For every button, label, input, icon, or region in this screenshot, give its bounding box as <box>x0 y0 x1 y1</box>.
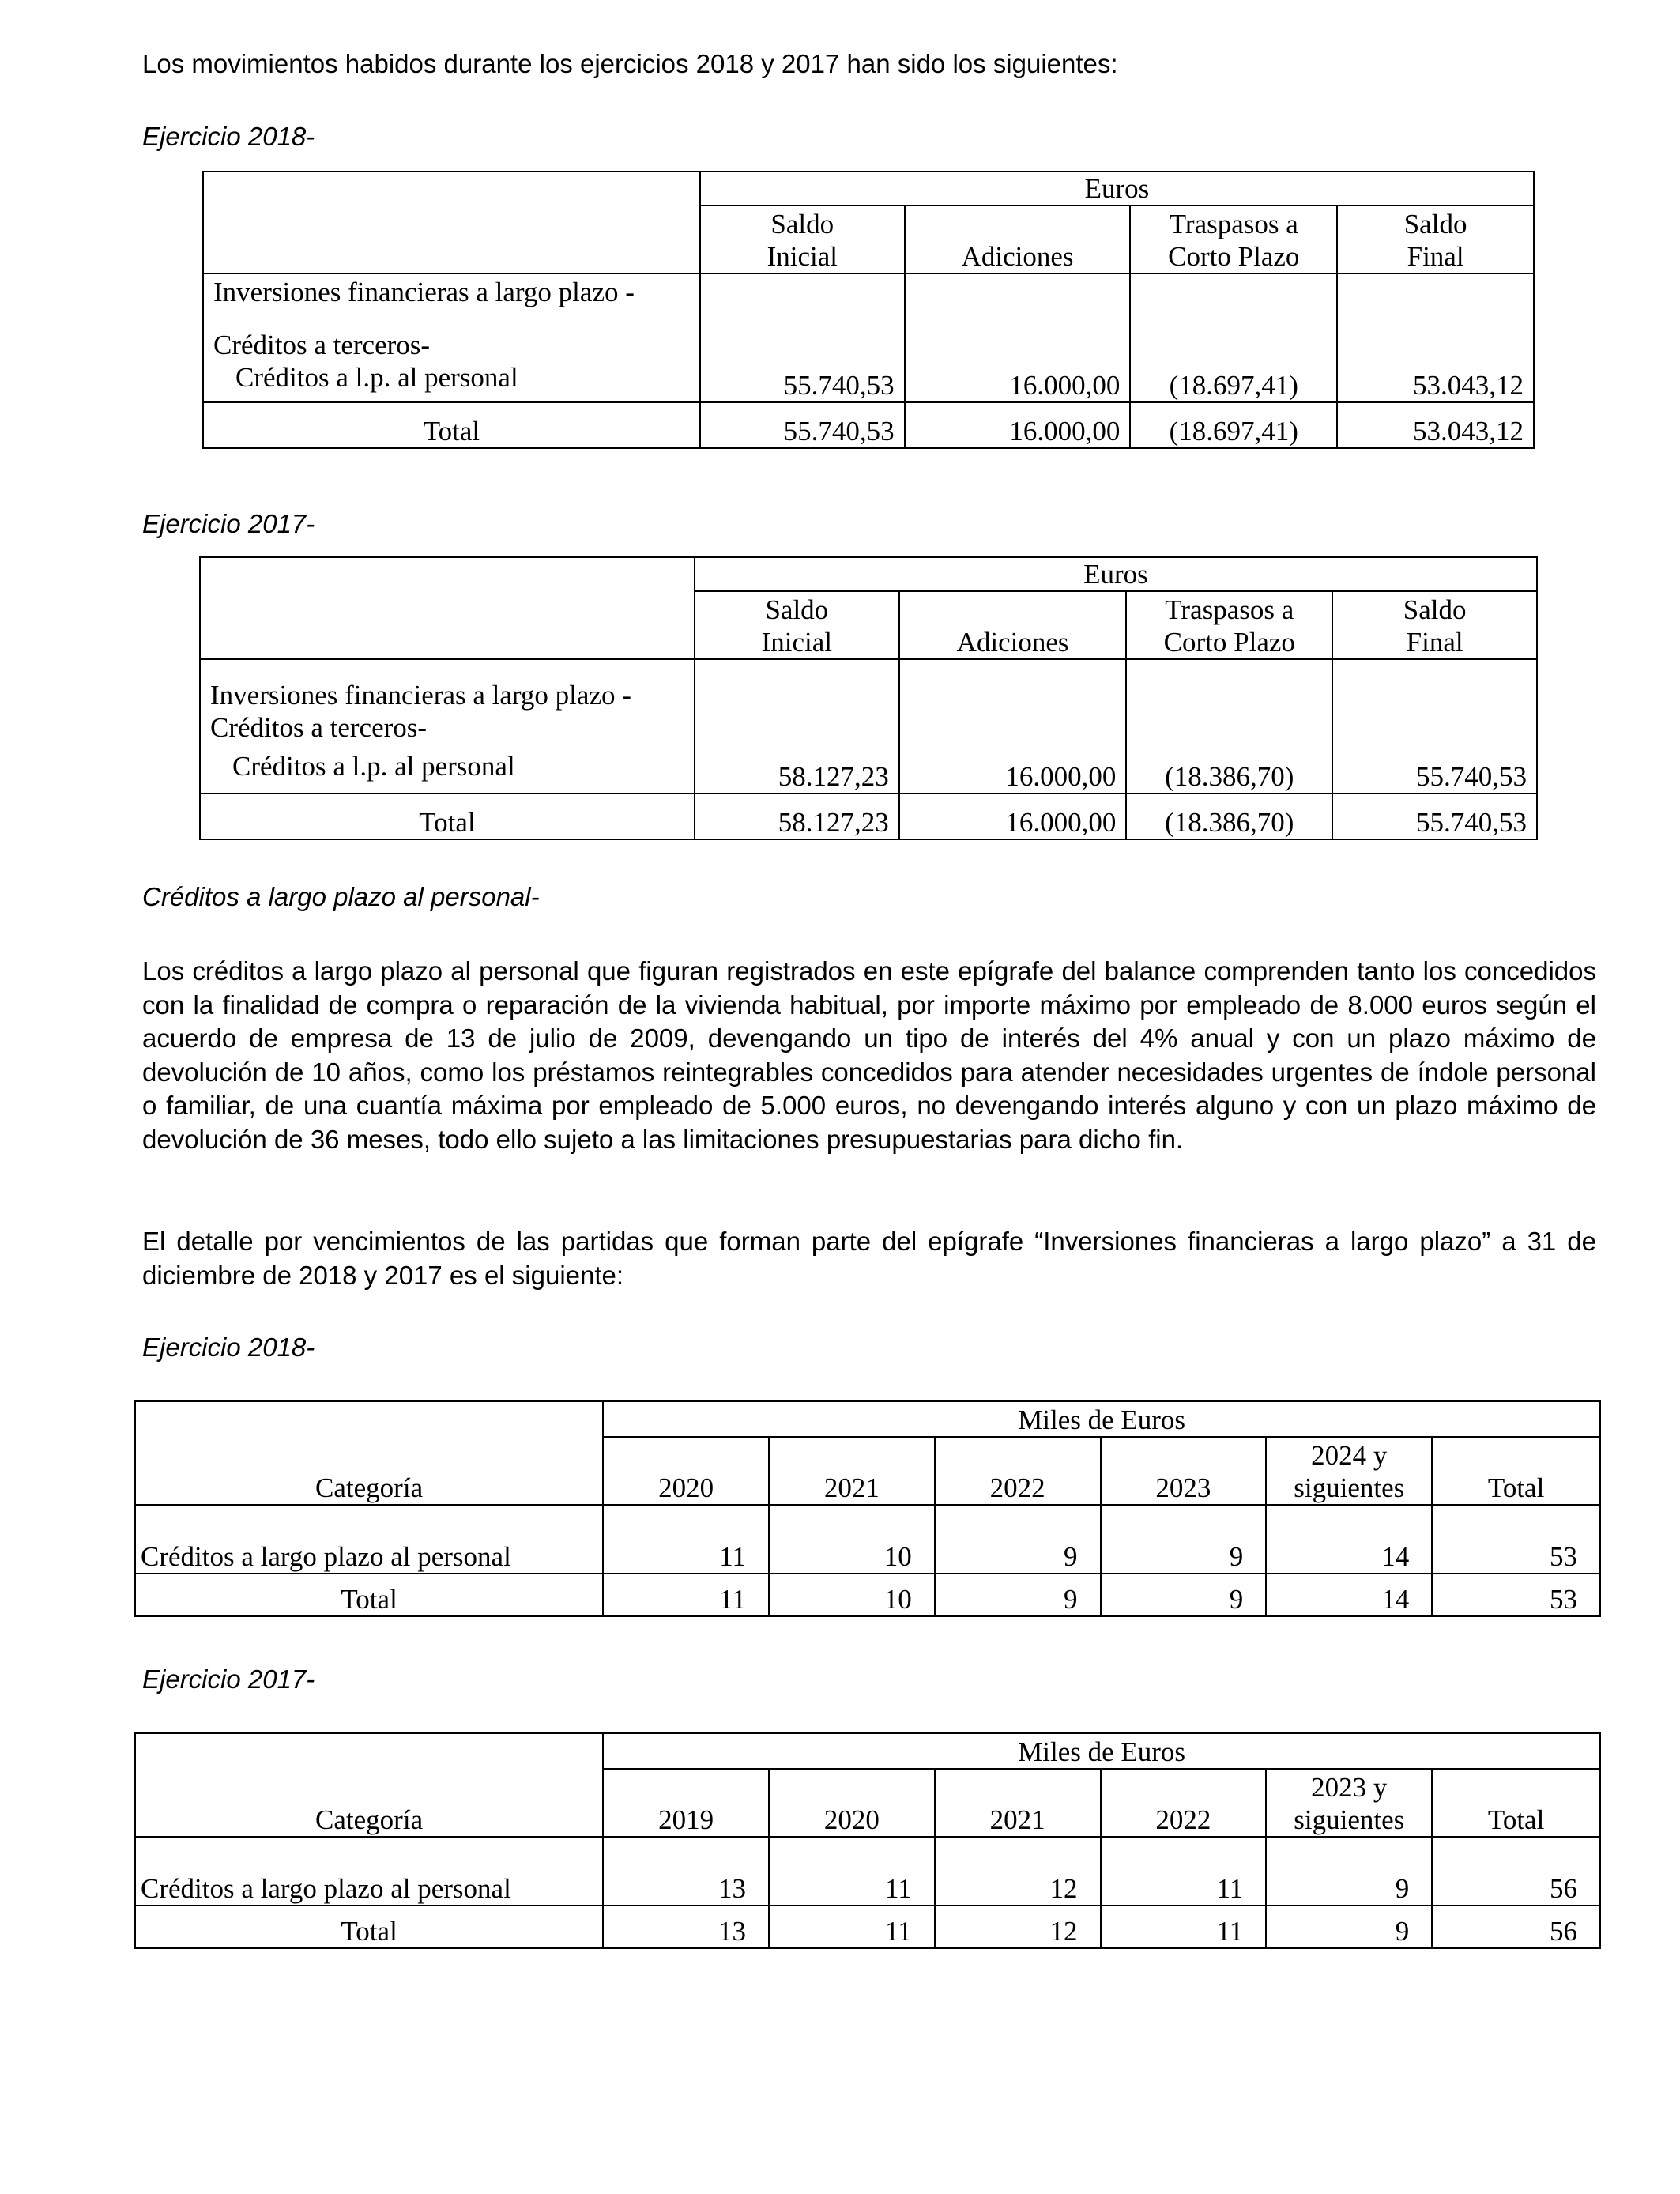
total-value: (18.697,41) <box>1130 402 1337 448</box>
total-label: Total <box>135 1574 603 1616</box>
total-value: 55.740,53 <box>1332 794 1537 839</box>
row-label: Créditos a largo plazo al personal <box>135 1837 603 1906</box>
col-header-adiciones: Adiciones <box>905 205 1131 273</box>
total-label: Total <box>203 402 700 448</box>
total-value: 11 <box>603 1574 769 1616</box>
total-value: (18.386,70) <box>1126 794 1332 839</box>
cell-value: 9 <box>935 1505 1101 1574</box>
cell-value: (18.697,41) <box>1130 273 1337 402</box>
total-value: 13 <box>603 1906 769 1948</box>
total-value: 10 <box>769 1574 935 1616</box>
row-label: Inversiones financieras a largo plazo - Créditos a terceros- Créditos a l.p. al personal <box>200 659 695 794</box>
cell-value: 53.043,12 <box>1337 273 1534 402</box>
col-header-year: 2023 <box>1101 1437 1267 1505</box>
total-label: Total <box>200 794 695 839</box>
col-header-year: 2021 <box>769 1437 935 1505</box>
header-empty-cell <box>135 1401 603 1437</box>
col-header-year: 2022 <box>935 1437 1101 1505</box>
cell-value: 9 <box>1101 1505 1267 1574</box>
section-heading: Créditos a largo plazo al personal- <box>142 882 540 911</box>
total-value: 9 <box>1101 1574 1267 1616</box>
total-value: 14 <box>1266 1574 1432 1616</box>
row-label: Créditos a largo plazo al personal <box>135 1505 603 1574</box>
cell-value: 56 <box>1432 1837 1600 1906</box>
total-value: 11 <box>769 1906 935 1948</box>
total-value: 53 <box>1432 1574 1600 1616</box>
intro-text: Los movimientos habidos durante los ejercicios 2018 y 2017 han sido los siguientes: <box>142 49 1118 78</box>
cell-value: 11 <box>769 1837 935 1906</box>
total-value: 55.740,53 <box>700 402 905 448</box>
col-header-year: 2020 <box>603 1437 769 1505</box>
table-movements-2018 <box>202 171 1535 449</box>
cell-value: 55.740,53 <box>1332 659 1537 794</box>
group-header: Miles de Euros <box>603 1733 1600 1769</box>
col-header-traspasos: Traspasos a Corto Plazo <box>1130 205 1337 273</box>
group-header: Euros <box>695 557 1537 591</box>
total-value: 9 <box>1266 1906 1432 1948</box>
table-maturities-2017 <box>134 1732 1601 1949</box>
heading-mov-2017: Ejercicio 2017- <box>142 509 315 538</box>
col-header-categoria: Categoría <box>135 1769 603 1837</box>
total-value: 58.127,23 <box>695 794 899 839</box>
total-value: 16.000,00 <box>905 402 1131 448</box>
col-header-year: 2020 <box>769 1769 935 1837</box>
col-header-year: 2022 <box>1101 1769 1267 1837</box>
cell-value: 16.000,00 <box>905 273 1131 402</box>
total-value: 53.043,12 <box>1337 402 1534 448</box>
col-header-later-years: 2024 y siguientes <box>1266 1437 1432 1505</box>
col-header-categoria: Categoría <box>135 1437 603 1505</box>
col-header-year: 2019 <box>603 1769 769 1837</box>
cell-value: 55.740,53 <box>700 273 905 402</box>
cell-value: 58.127,23 <box>695 659 899 794</box>
table-movements-2017 <box>199 556 1538 840</box>
paragraph-vencimientos: El detalle por vencimientos de las partidas que forman parte del epígrafe “Inversiones financieras a largo plazo” a 31 de diciembre de 2018 y 2017 es el siguiente: <box>142 1227 1596 1290</box>
heading-mov-2018: Ejercicio 2018- <box>142 122 315 151</box>
group-header: Euros <box>700 172 1534 205</box>
header-empty-cell <box>200 557 695 659</box>
col-header-saldo-inicial: Saldo Inicial <box>700 205 905 273</box>
total-value: 9 <box>935 1574 1101 1616</box>
cell-value: 12 <box>935 1837 1101 1906</box>
col-header-total: Total <box>1432 1769 1600 1837</box>
col-header-traspasos: Traspasos a Corto Plazo <box>1126 591 1332 659</box>
cell-value: (18.386,70) <box>1126 659 1332 794</box>
cell-value: 11 <box>1101 1837 1267 1906</box>
cell-value: 16.000,00 <box>899 659 1127 794</box>
cell-value: 14 <box>1266 1505 1432 1574</box>
col-header-saldo-inicial: Saldo Inicial <box>695 591 899 659</box>
header-empty-cell <box>135 1733 603 1769</box>
cell-value: 9 <box>1266 1837 1432 1906</box>
row-label: Inversiones financieras a largo plazo - Créditos a terceros- Créditos a l.p. al personal <box>203 273 700 402</box>
col-header-adiciones: Adiciones <box>899 591 1127 659</box>
header-empty-cell <box>203 172 700 273</box>
total-value: 11 <box>1101 1906 1267 1948</box>
heading-venc-2017: Ejercicio 2017- <box>142 1664 315 1694</box>
col-header-total: Total <box>1432 1437 1600 1505</box>
table-maturities-2018 <box>134 1400 1601 1617</box>
col-header-saldo-final: Saldo Final <box>1337 205 1534 273</box>
col-header-year: 2021 <box>935 1769 1101 1837</box>
col-header-saldo-final: Saldo Final <box>1332 591 1537 659</box>
cell-value: 10 <box>769 1505 935 1574</box>
total-value: 16.000,00 <box>899 794 1127 839</box>
cell-value: 53 <box>1432 1505 1600 1574</box>
total-value: 56 <box>1432 1906 1600 1948</box>
paragraph-creditos: Los créditos a largo plazo al personal que figuran registrados en este epígrafe del balance comprenden tanto los concedidos con la finalidad de compra o reparación de la vivienda habitual, por importe máximo por empleado de 8.000 euros según el acuerdo de empresa de 13 de julio de 2009, devengando un tipo de interés del 4% anual y con un plazo máximo de devolución de 10 años, como los préstamos reintegrables concedidos para atender necesidades urgentes de índole personal o familiar, de una cuantía máxima por empleado de 5.000 euros, no devengando interés alguno y con un plazo máximo de devolución de 36 meses, todo ello sujeto a las limitaciones presupuestarias para dicho fin. <box>142 956 1596 1154</box>
group-header: Miles de Euros <box>603 1401 1600 1437</box>
total-value: 12 <box>935 1906 1101 1948</box>
cell-value: 13 <box>603 1837 769 1906</box>
heading-venc-2018: Ejercicio 2018- <box>142 1333 315 1362</box>
cell-value: 11 <box>603 1505 769 1574</box>
col-header-later-years: 2023 y siguientes <box>1266 1769 1432 1837</box>
total-label: Total <box>135 1906 603 1948</box>
